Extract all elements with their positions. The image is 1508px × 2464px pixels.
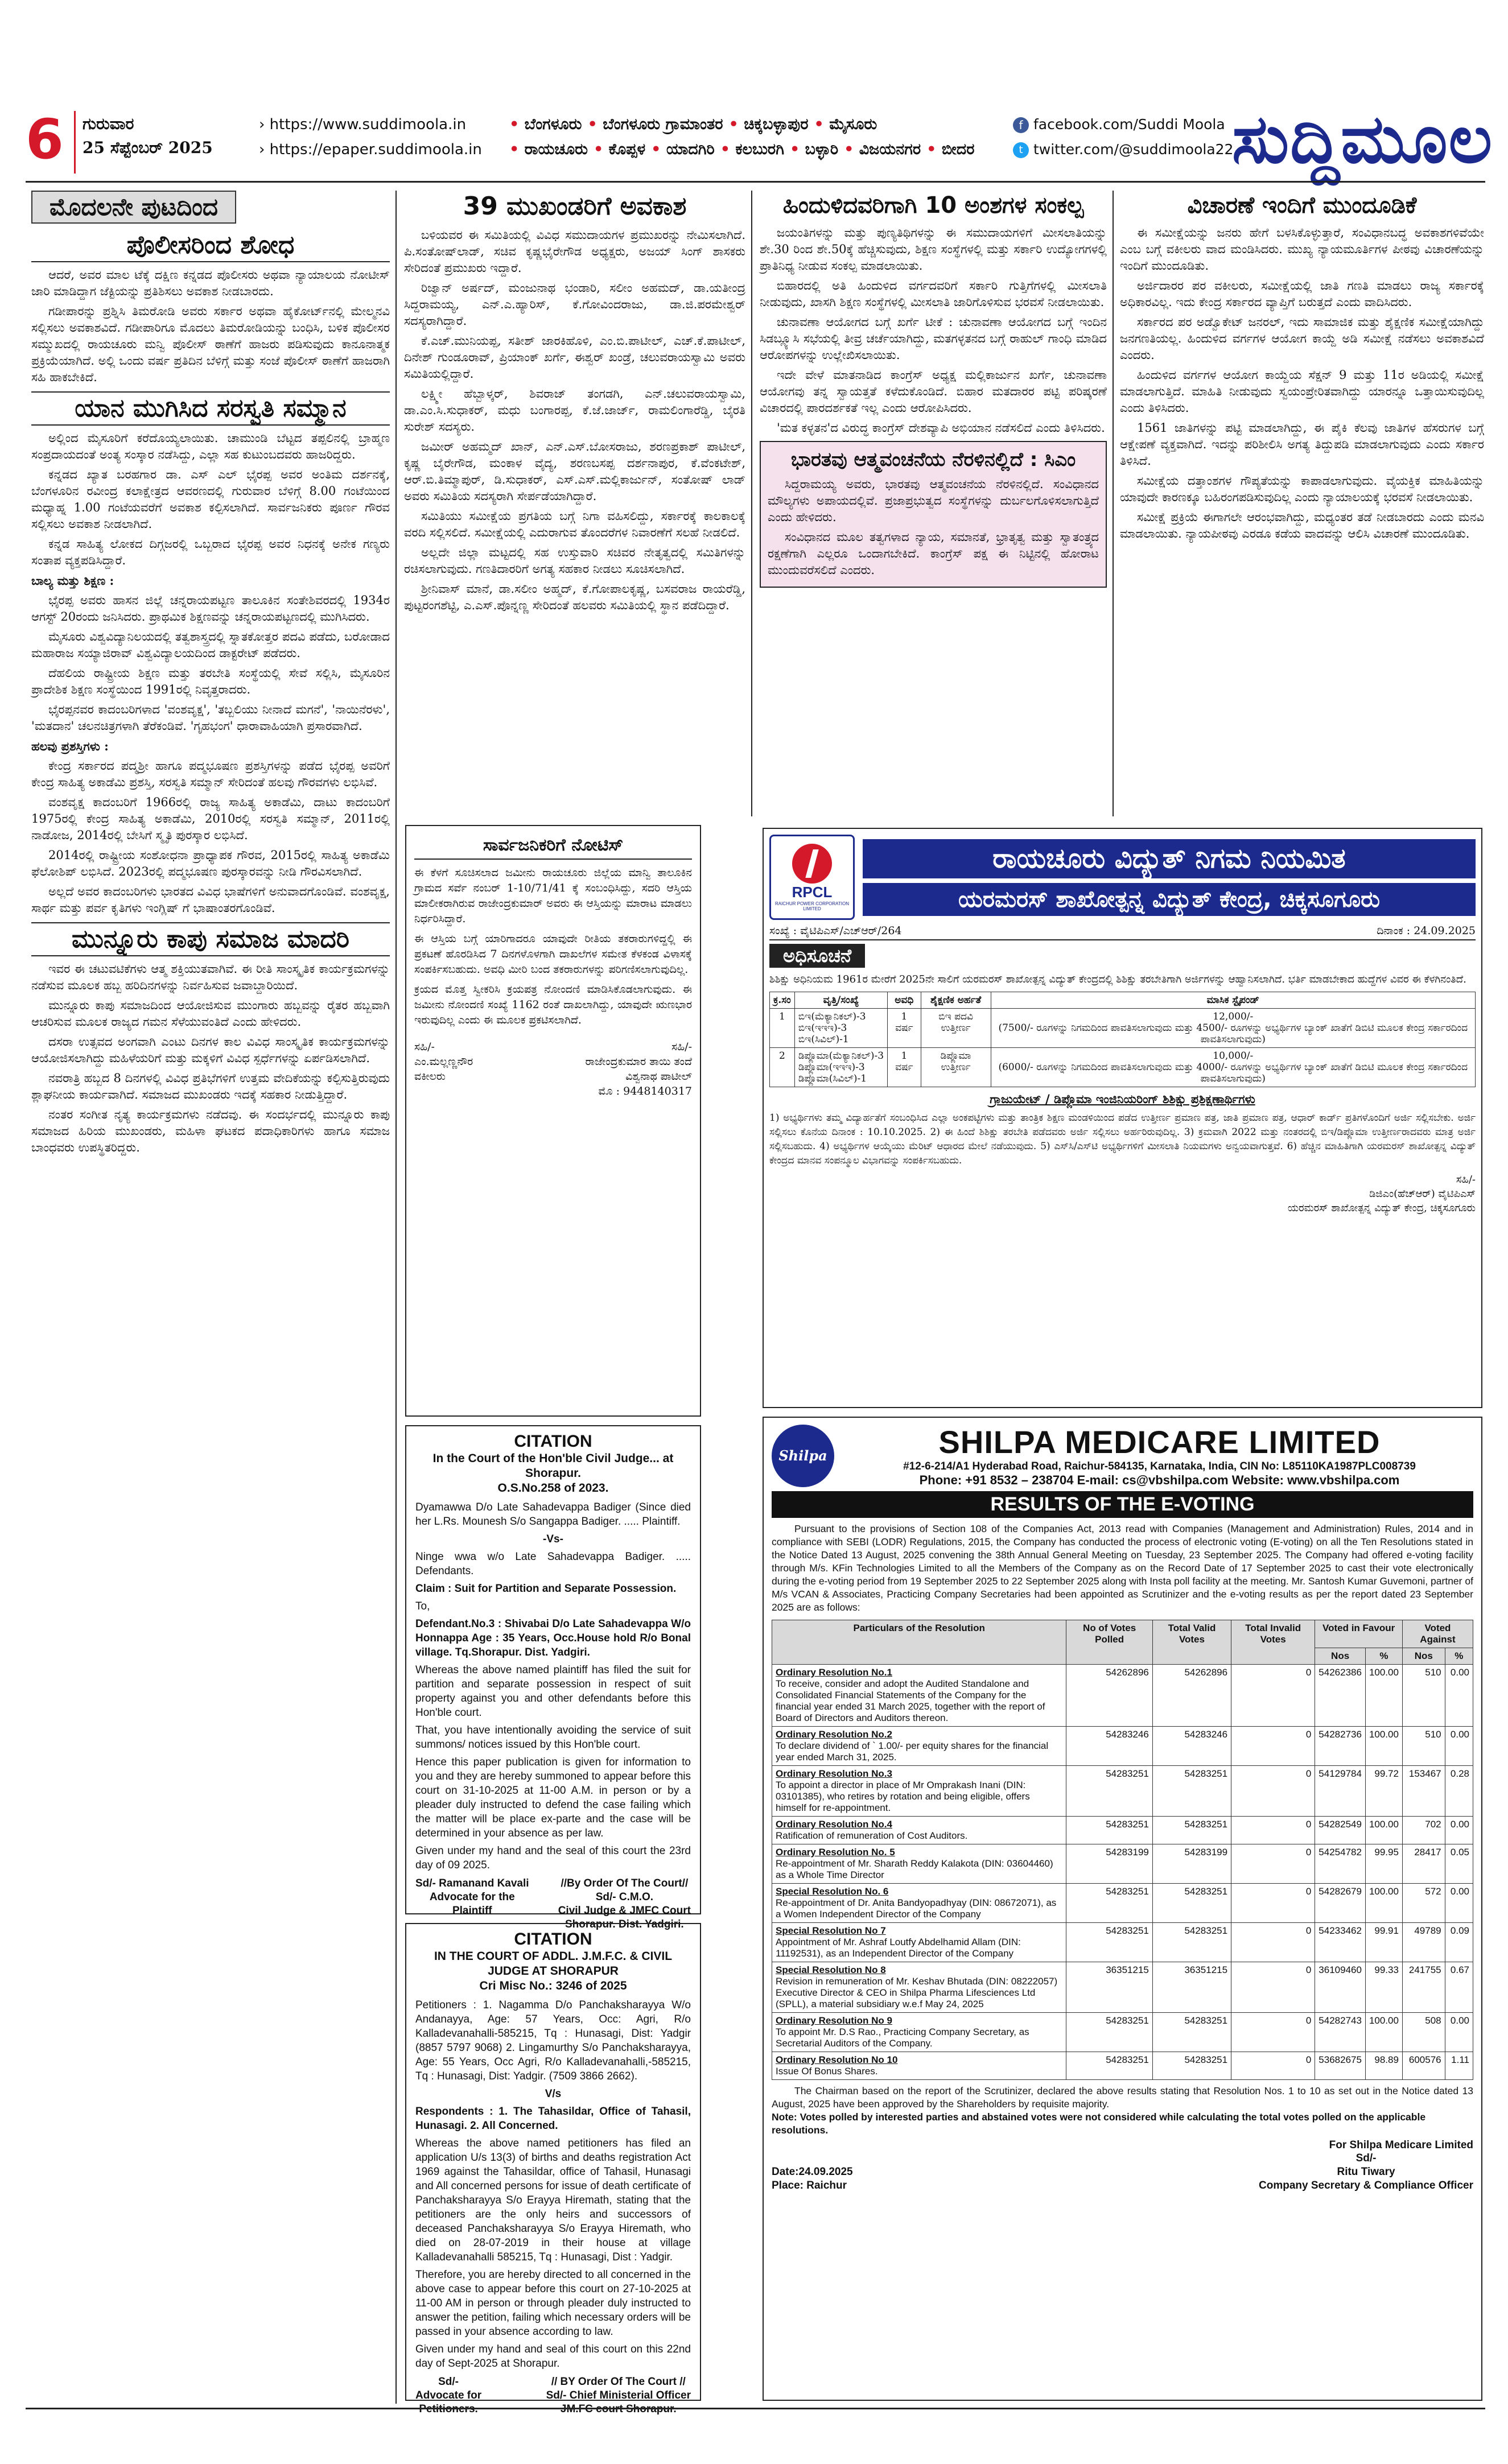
cities-block bbox=[509, 112, 1056, 162]
rpcl-notice bbox=[763, 828, 1482, 1408]
paragraph: ಬಿಹಾರದಲ್ಲಿ ಅತಿ ಹಿಂದುಳಿದ ವರ್ಗದವರಿಗೆ ಸರ್ಕಾರಿ ಗುತ್ತಿಗೆಗಳಲ್ಲಿ ಮೀಸಲಾತಿ ನೀಡುವುದು, ಖಾಸಗಿ ಶಿಕ್ಷಣ ಸಂಸ್ಥೆಗಳಲ್ಲಿ ಮೀಸಲಾತಿ ಜಾರಿಗೊಳಿಸುವ ಭರವಸೆ ನೀಡಲಾಯಿತು. bbox=[760, 279, 1107, 309]
headline-10-points: ಹಿಂದುಳಿದವರಿಗಾಗಿ 10 ಅಂಶಗಳ ಸಂಕಲ್ಪ bbox=[782, 192, 1084, 218]
column-divider bbox=[751, 191, 752, 816]
paragraph: ಕ್ರಯದ ಮೊತ್ತ ಸ್ವೀಕರಿಸಿ ಕ್ರಯಪತ್ರ ನೋಂದಣಿ ಮಾಡಿಸಿಕೊಡಲಾಗುವುದು. ಈ ಜಮೀನು ನೋಂದಣಿ ಸಂಖ್ಯೆ 1162 ರಂತೆ ದಾಖಲಾಗಿದ್ದು, ಯಾವುದೇ ಋಣಭಾರ ಇರುವುದಿಲ್ಲ ಎಂದು ಈ ಮೂಲಕ ಪ್ರಕಟಿಸಲಾಗಿದೆ. bbox=[414, 983, 692, 1026]
story-search-body bbox=[31, 267, 390, 386]
paragraph: ಈ ಕೆಳಗೆ ಸೂಚಿಸಲಾದ ಜಮೀನು ರಾಯಚೂರು ಜಿಲ್ಲೆಯ ಮಾನ್ವಿ ತಾಲೂಕಿನ ಗ್ರಾಮದ ಸರ್ವೆ ನಂಬರ್ 1-10/71/41 ಕ್ಕೆ ಸಂಬಂಧಿಸಿದ್ದು, ಸದರಿ ಆಸ್ತಿಯ ಮಾಲೀಕರಾಗಿರುವ ರಾಜೇಂದ್ರಕುಮಾರ್ ಅವರು ಈ ಆಸ್ತಿಯನ್ನು ಮಾರಾಟ ಮಾಡಲು ನಿರ್ಧರಿಸಿದ್ದಾರೆ. bbox=[414, 866, 692, 925]
facebook-icon: f bbox=[1013, 117, 1029, 133]
cell-polled: 54283246 bbox=[1066, 1727, 1152, 1766]
case-number: Cri Misc No.: 3246 of 2025 bbox=[479, 1979, 627, 1992]
cell-polled: 36351215 bbox=[1066, 1962, 1152, 2013]
paragraph: ಸಂವಿಧಾನದ ಮೂಲ ತತ್ವಗಳಾದ ನ್ಯಾಯ, ಸಮಾನತೆ, ಭ್ರಾತೃತ್ವ ಮತ್ತು ಸ್ವಾತಂತ್ರ್ಯದ ರಕ್ಷಣೆಗಾಗಿ ಎಲ್ಲರೂ ಒಂದಾಗಬೇಕಿದೆ. ಕಾಂಗ್ರೆಸ್ ಪಕ್ಷ ಈ ನಿಟ್ಟಿನಲ್ಲಿ ಹೋರಾಟ ಮುಂದುವರೆಸಲಿದೆ ಎಂದರು. bbox=[768, 530, 1099, 577]
cell-ag: 510 bbox=[1402, 1665, 1445, 1727]
table-row bbox=[772, 2052, 1473, 2080]
cell-favp: 100.00 bbox=[1365, 1817, 1402, 1844]
paragraph: ಅಲ್ಲದೇ ಜಿಲ್ಲಾ ಮಟ್ಟದಲ್ಲಿ ಸಹ ಉಸ್ತುವಾರಿ ಸಚಿವರ ನೇತೃತ್ವದಲ್ಲಿ ಸಮಿತಿಗಳನ್ನು ರಚಿಸಲಾಗುವುದು. ಗಣತಿದಾರರಿಗೆ ಅಗತ್ಯ ಸಹಕಾರ ನೀಡಲು ಸೂಚಿಸಲಾಗಿದೆ. bbox=[404, 546, 745, 576]
cell-valid: 54283251 bbox=[1152, 2052, 1231, 2080]
header-rule bbox=[26, 181, 1485, 183]
paragraph: ಭೈರಪ್ಪನವರ ಕಾದಂಬರಿಗಳಾದ 'ವಂಶವೃಕ್ಷ', 'ತಬ್ಬಲಿಯು ನೀನಾದೆ ಮಗನೆ', 'ನಾಯಿನೆರಳು', 'ಮತದಾನ' ಚಲನಚಿತ್ರಗಳಾಗಿ ತೆರೆಕಂಡಿವೆ. 'ಗೃಹಭಂಗ' ಧಾರಾವಾಹಿಯಾಗಿ ಪ್ರಸಾರವಾಗಿದೆ. bbox=[31, 703, 390, 733]
notice-intro: ಶಿಶಿಕ್ಷು ಅಧಿನಿಯಮ 1961ರ ಮೇರೆಗೆ 2025ನೇ ಸಾಲಿಗೆ ಯರಮರಸ್ ಶಾಖೋತ್ಪನ್ನ ವಿದ್ಯುತ್ ಕೇಂದ್ರದಲ್ಲಿ ಶಿಶಿಕ್ಷು ತರಬೇತಿಗಾಗಿ ಅರ್ಜಿಗಳನ್ನು ಆಹ್ವಾನಿಸಲಾಗಿದೆ. ಭರ್ತಿ ಮಾಡಬೇಕಾದ ಹುದ್ದೆಗಳ ವಿವರ ಈ ಕೆಳಗಿನಂತಿದೆ. bbox=[769, 973, 1466, 985]
table-header: Nos bbox=[1315, 1648, 1366, 1665]
paragraph: ದಸರಾ ಉತ್ಸವದ ಅಂಗವಾಗಿ ಎಂಟು ದಿನಗಳ ಕಾಲ ವಿವಿಧ ಸಾಂಸ್ಕೃತಿಕ ಕಾರ್ಯಕ್ರಮಗಳನ್ನು ಆಯೋಜಿಸಲಾಗಿದ್ದು ಮಹಿಳೆಯರಿಗೆ ಮತ್ತು ಮಕ್ಕಳಿಗೆ ವಿವಿಧ ಸ್ಪರ್ಧೆಗಳನ್ನು ಏರ್ಪಡಿಸಲಾಗಿದೆ. bbox=[31, 1035, 390, 1065]
citation-partition bbox=[405, 1425, 701, 1930]
cell-polled: 54283251 bbox=[1066, 1766, 1152, 1817]
resolution-title: Special Resolution No 7 bbox=[776, 1925, 886, 1936]
table-header: Total Invalid Votes bbox=[1231, 1620, 1315, 1665]
divider bbox=[74, 111, 76, 174]
paragraph: ಇದೇ ವೇಳೆ ಮಾತನಾಡಿದ ಕಾಂಗ್ರೆಸ್ ಅಧ್ಯಕ್ಷ ಮಲ್ಲಿಕಾರ್ಜುನ ಖರ್ಗೆ, ಚುನಾವಣಾ ಆಯೋಗವು ತನ್ನ ಸ್ವಾಯತ್ತತೆ ಕಳೆದುಕೊಂಡಿದೆ. ಬಿಹಾರ ಮತದಾರರ ಪಟ್ಟಿ ಪರಿಷ್ಕರಣೆ ವಿಚಾರದಲ್ಲಿ ಪಾರದರ್ಶಕತೆ ಇಲ್ಲ ಎಂದು ಆರೋಪಿಸಿದರು. bbox=[760, 368, 1107, 415]
cell-favp: 100.00 bbox=[1365, 1665, 1402, 1727]
cell-agp: 0.28 bbox=[1445, 1766, 1473, 1817]
cell-agp: 0.05 bbox=[1445, 1844, 1473, 1884]
bullet: • bbox=[509, 141, 525, 158]
cell-valid: 54262896 bbox=[1152, 1665, 1231, 1727]
plaintiff: Dyamawwa D/o Late Sahadevappa Badiger (Since died her L.Rs. Mounesh S/o Sangappa Badiger. ..... Plaintiff. bbox=[415, 1501, 691, 1528]
cell-agp: 0.00 bbox=[1445, 2013, 1473, 2052]
advocate-signature: ಸಹಿ/- ಎಂ.ಮಲ್ಲಣ್ಣನೌರ ವಕೀಲರು bbox=[414, 1041, 473, 1083]
resolution-description: Appointment of Mr. Ashraf Loutfy Abdelhamid Allam (DIN: 11192531), as an Independent Director of the Company bbox=[776, 1937, 1021, 1959]
cell-favp: 99.91 bbox=[1365, 1923, 1402, 1962]
cell-ag: 510 bbox=[1402, 1727, 1445, 1766]
court-name: In the Court of the Hon'ble Civil Judge... at Shorapur. bbox=[432, 1452, 674, 1480]
cell-agp: 0.00 bbox=[1445, 1727, 1473, 1766]
table-header: No of Votes Polled bbox=[1066, 1620, 1152, 1665]
date-block bbox=[83, 112, 213, 160]
resolution-description: Issue Of Bonus Shares. bbox=[776, 2066, 878, 2077]
cell-ag: 241755 bbox=[1402, 1962, 1445, 2013]
cell-ag: 702 bbox=[1402, 1817, 1445, 1844]
subheading: ಬಾಲ್ಯ ಮತ್ತು ಶಿಕ್ಷಣ : bbox=[31, 573, 114, 588]
headline-cm: ಭಾರತವು ಆತ್ಮವಂಚನೆಯ ನೆರಳಿನಲ್ಲಿದೆ : ಸಿಎಂ bbox=[790, 448, 1076, 471]
headline-hearing: ವಿಚಾರಣೆ ಇಂದಿಗೆ ಮುಂದೂಡಿಕೆ bbox=[1187, 192, 1417, 218]
cell-agp: 0.00 bbox=[1445, 1665, 1473, 1727]
city-link[interactable]: ಕೊಪ್ಪಳ bbox=[608, 141, 646, 158]
bullet: • bbox=[593, 141, 609, 158]
city-link[interactable]: ಬೀದರ bbox=[941, 141, 975, 158]
paragraph: ಕನ್ನಡ ಸಾಹಿತ್ಯ ಲೋಕದ ದಿಗ್ಗಜರಲ್ಲಿ ಒಬ್ಬರಾದ ಭೈರಪ್ಪ ಅವರ ನಿಧನಕ್ಕೆ ಅನೇಕ ಗಣ್ಯರು ಸಂತಾಪ ವ್ಯಕ್ತಪಡಿಸಿದ್ದಾರೆ. bbox=[31, 537, 390, 567]
resolution-title: Special Resolution No 8 bbox=[776, 1964, 886, 1975]
cell-ag: 508 bbox=[1402, 2013, 1445, 2052]
paragraph: 2014ರಲ್ಲಿ ರಾಷ್ಟ್ರೀಯ ಸಂಶೋಧನಾ ಪ್ರಾಧ್ಯಾಪಕ ಗೌರವ, 2015ರಲ್ಲಿ ಸಾಹಿತ್ಯ ಅಕಾಡೆಮಿ ಫೆಲೋಶಿಪ್ ಲಭಿಸಿದೆ. 2023ರಲ್ಲಿ ಪದ್ಮಭೂಷಣ ಪುರಸ್ಕಾರವನ್ನು ನೀಡಿ ಗೌರವಿಸಲಾಗಿದೆ. bbox=[31, 848, 390, 878]
for-company: For Shilpa Medicare Limited bbox=[1329, 2139, 1473, 2151]
headline-search: ಪೊಲೀಸರಿಂದ ಶೋಧ bbox=[31, 229, 390, 262]
headline-39-leaders: 39 ಮುಖಂಡರಿಗೆ ಅವಕಾಶ bbox=[463, 192, 687, 221]
cell-fav: 54262386 bbox=[1315, 1665, 1366, 1727]
resolution-title: Ordinary Resolution No.1 bbox=[776, 1667, 892, 1678]
paragraph: ಸಮೀಕ್ಷೆಯ ದತ್ತಾಂಶಗಳ ಗೌಪ್ಯತೆಯನ್ನು ಕಾಪಾಡಲಾಗುವುದು. ವೈಯಕ್ತಿಕ ಮಾಹಿತಿಯನ್ನು ಯಾವುದೇ ಕಾರಣಕ್ಕೂ ಬಹಿರಂಗಪಡಿಸುವುದಿಲ್ಲ ಎಂದು ನ್ಯಾಯಾಲಯಕ್ಕೆ ಭರವಸೆ ನೀಡಲಾಯಿತು. bbox=[1120, 474, 1484, 504]
story-kapu-body bbox=[31, 961, 390, 1156]
resolution-description: Re-appointment of Mr. Sharath Reddy Kalakota (DIN: 03604460) as a Whole Time Director bbox=[776, 1858, 1053, 1880]
citation-title: CITATION bbox=[514, 1432, 592, 1451]
city-link[interactable]: ಯಾದಗಿರಿ bbox=[666, 141, 715, 158]
city-link[interactable]: ಬಳ್ಳಾರಿ bbox=[805, 141, 839, 158]
headline-kapu-samaja: ಮುನ್ನೂರು ಕಾಪು ಸಮಾಜ ಮಾದರಿ bbox=[31, 922, 390, 956]
paragraph: ನಂತರ ಸಂಗೀತ ನೃತ್ಯ ಕಾರ್ಯಕ್ರಮಗಳು ನಡೆದವು. ಈ ಸಂದರ್ಭದಲ್ಲಿ ಮುನ್ನೂರು ಕಾಪು ಸಮಾಜದ ಹಿರಿಯ ಮುಖಂಡರು, ಮಹಿಳಾ ಘಟಕದ ಪದಾಧಿಕಾರಿಗಳು ಹಾಗೂ ಸಮಾಜ ಬಾಂಧವರು ಉಪಸ್ಥಿತರಿದ್ದರು. bbox=[31, 1108, 390, 1154]
story-10-points-body bbox=[760, 225, 1107, 436]
place: Place: Raichur bbox=[772, 2180, 847, 2191]
cell-polled: 54283251 bbox=[1066, 1923, 1152, 1962]
table-row bbox=[772, 1884, 1473, 1923]
versus: V/s bbox=[545, 2088, 562, 2100]
resolution-title: Ordinary Resolution No.4 bbox=[776, 1819, 892, 1830]
chevron-right-icon: › bbox=[259, 141, 265, 158]
company-signature: Sd/- Ritu Tiwary Company Secretary & Compliance Officer bbox=[1259, 2152, 1473, 2191]
paragraph: ಮೈಸೂರು ವಿಶ್ವವಿದ್ಯಾನಿಲಯದಲ್ಲಿ ತತ್ವಶಾಸ್ತ್ರದಲ್ಲಿ ಸ್ನಾತಕೋತ್ತರ ಪದವಿ ಪಡೆದು, ಬರೋಡಾದ ಮಹಾರಾಜ ಸಯ್ಯಾಜಿರಾವ್ ವಿಶ್ವವಿದ್ಯಾಲಯದಿಂದ ಡಾಕ್ಟರೇಟ್ ಪಡೆದರು. bbox=[31, 630, 390, 660]
cell-valid: 36351215 bbox=[1152, 1962, 1231, 2013]
cell-invalid: 0 bbox=[1231, 2013, 1315, 2052]
notice-signature: ಸಹಿ/- ಡಿಜಿಎಂ(ಹೆಚ್ಆರ್) ವೈಟಿಪಿಎಸ್ ಯರಮರಸ್ ಶಾಖೋತ್ಪನ್ನ ವಿದ್ಯುತ್ ಕೇಂದ್ರ, ಚಿಕ್ಕಸೂಗೂರು bbox=[1287, 1174, 1476, 1214]
city-link[interactable]: ಬೆಂಗಳೂರು ಗ್ರಾಮಾಂತರ bbox=[603, 115, 723, 133]
city-link[interactable]: ಚಿಕ್ಕಬಳ್ಳಾಪುರ bbox=[744, 115, 809, 133]
cell-valid: 54283199 bbox=[1152, 1844, 1231, 1884]
cell-invalid: 0 bbox=[1231, 1962, 1315, 2013]
chevron-right-icon: › bbox=[259, 116, 265, 133]
table-header: Particulars of the Resolution bbox=[772, 1620, 1066, 1665]
paragraph: ಇವರ ಈ ಚಟುವಟಿಕೆಗಳು ಆತ್ಮ ಶಕ್ತಿಯುತವಾಗಿವೆ. ಈ ರೀತಿ ಸಾಂಸ್ಕೃತಿಕ ಕಾರ್ಯಕ್ರಮಗಳನ್ನು ನಡೆಸುವ ಮೂಲಕ ಹಬ್ಬ ಹರಿದಿನಗಳನ್ನು ನಿರ್ವಹಿಸುವ ಜವಾಬ್ದಾರಿಯಿದೆ. bbox=[31, 962, 390, 992]
paragraph: 'ಮತ ಕಳ್ಳತನ'ದ ವಿರುದ್ಧ ಕಾಂಗ್ರೆಸ್ ದೇಶವ್ಯಾಪಿ ಅಭಿಯಾನ ನಡೆಸಲಿದೆ ಎಂದು ತಿಳಿಸಿದರು. bbox=[777, 421, 1105, 435]
cell-polled: 54283199 bbox=[1066, 1844, 1152, 1884]
cell-valid: 54283246 bbox=[1152, 1727, 1231, 1766]
paragraph: ಮುನ್ನೂರು ಕಾಪು ಸಮಾಜದಿಂದ ಆಯೋಜಿಸುವ ಮುಂಗಾರು ಹಬ್ಬವನ್ನು ರೈತರ ಹಬ್ಬವಾಗಿ ಆಚರಿಸುವ ಮೂಲಕ ರಾಜ್ಯದ ಗಮನ ಸೆಳೆಯುವಂತಿದೆ ಎಂದು ಹೇಳಿದರು. bbox=[31, 998, 390, 1029]
cell-polled: 54283251 bbox=[1066, 1817, 1152, 1844]
paragraph: ಅಲ್ಲದೆ ಅವರ ಕಾದಂಬರಿಗಳು ಭಾರತದ ವಿವಿಧ ಭಾಷೆಗಳಿಗೆ ಅನುವಾದಗೊಂಡಿವೆ. ವಂಶವೃಕ್ಷ, ಸಾರ್ಥ ಮತ್ತು ಪರ್ವ ಕೃತಿಗಳು ಇಂಗ್ಲಿಷ್ ಗೆ ಭಾಷಾಂತರಗೊಂಡಿವೆ. bbox=[31, 885, 390, 915]
website-link[interactable]: https://www.suddimoola.in bbox=[269, 116, 467, 133]
cell-ag: 28417 bbox=[1402, 1844, 1445, 1884]
paragraph: ದೆಹಲಿಯ ರಾಷ್ಟ್ರೀಯ ಶಿಕ್ಷಣ ಮತ್ತು ತರಬೇತಿ ಸಂಸ್ಥೆಯಲ್ಲಿ ಸೇವೆ ಸಲ್ಲಿಸಿ, ಮೈಸೂರಿನ ಪ್ರಾದೇಶಿಕ ಶಿಕ್ಷಣ ಸಂಸ್ಥೆಯಿಂದ 1991ರಲ್ಲಿ ನಿವೃತ್ತರಾದರು. bbox=[31, 666, 390, 696]
cell-valid: 54283251 bbox=[1152, 1817, 1231, 1844]
story-hearing-body bbox=[1120, 225, 1484, 542]
paragraph: ಸಮೀಕ್ಷೆ ಪ್ರಕ್ರಿಯೆ ಈಗಾಗಲೇ ಆರಂಭವಾಗಿದ್ದು, ಮಧ್ಯಂತರ ತಡೆ ನೀಡಬಾರದು ಎಂದು ಮನವಿ ಮಾಡಲಾಯಿತು. ನ್ಯಾಯಪೀಠವು ಎರಡೂ ಕಡೆಯ ವಾದವನ್ನು ಆಲಿಸಿ ವಿಚಾರಣೆ ಮುಂದೂಡಿತು. bbox=[1120, 510, 1484, 540]
rpcl-subtitle: ಯರಮರಸ್ ಶಾಖೋತ್ಪನ್ನ ವಿದ್ಯುತ್ ಕೇಂದ್ರ, ಚಿಕ್ಕಸೂಗೂರು bbox=[863, 883, 1476, 916]
versus: -Vs- bbox=[543, 1533, 563, 1545]
cell-fav: 54129784 bbox=[1315, 1766, 1366, 1817]
resolution-title: Ordinary Resolution No 10 bbox=[776, 2054, 898, 2065]
page-number: 6 bbox=[26, 108, 64, 171]
resolution-description: Revision in remuneration of Mr. Keshav Bhutada (DIN: 08222057) Executive Director & CEO in Shilpa Pharma Lifesciences Ltd (SPLL), a material subsidiary w.e.f May 24, 2025 bbox=[776, 1976, 1058, 2009]
paragraph: Hence this paper publication is given for information to you and they are hereby summoned to appear before this court on 31-10-2025 at 11-00 A.M. in person or by a pleader duly instructed to defend the case failing which the matter will be place ex-parte and the case will be determined in your absence as per law. bbox=[415, 1756, 691, 1839]
cell-invalid: 0 bbox=[1231, 1665, 1315, 1727]
story-saraswati-body bbox=[31, 430, 390, 917]
shilpa-logo: Shilpa bbox=[772, 1425, 834, 1487]
twitter-link[interactable]: twitter.com/@suddimoola22 bbox=[1033, 141, 1234, 158]
bullet: • bbox=[844, 141, 859, 158]
column-3 bbox=[760, 191, 1107, 588]
paragraph: ಸಮಿತಿಯು ಸಮೀಕ್ಷೆಯ ಪ್ರಗತಿಯ ಬಗ್ಗೆ ನಿಗಾ ವಹಿಸಲಿದ್ದು, ಸರ್ಕಾರಕ್ಕೆ ಕಾಲಕಾಲಕ್ಕೆ ವರದಿ ಸಲ್ಲಿಸಲಿದೆ. ಸಮೀಕ್ಷೆಯಲ್ಲಿ ಎದುರಾಗುವ ತೊಂದರೆಗಳ ನಿವಾರಣೆಗೆ ಸಲಹೆ ನೀಡಲಿದೆ. bbox=[404, 509, 745, 539]
cell-polled: 54283251 bbox=[1066, 2052, 1152, 2080]
masthead-logo: ಸುದ್ದಿಮೂಲ bbox=[1232, 100, 1494, 178]
table-row bbox=[772, 1817, 1473, 1844]
case-number: O.S.No.258 of 2023. bbox=[497, 1481, 609, 1495]
cell-invalid: 0 bbox=[1231, 1766, 1315, 1817]
table-header: Voted in Favour bbox=[1315, 1620, 1403, 1648]
cell-agp: 0.00 bbox=[1445, 1884, 1473, 1923]
cell-favp: 99.33 bbox=[1365, 1962, 1402, 2013]
company-contact: Phone: +91 8532 – 238704 E-mail: cs@vbshilpa.com Website: www.vbshilpa.com bbox=[919, 1473, 1400, 1487]
cell-agp: 1.11 bbox=[1445, 2052, 1473, 2080]
cell-invalid: 0 bbox=[1231, 2052, 1315, 2080]
cell-polled: 54283251 bbox=[1066, 2013, 1152, 2052]
cell-valid: 54283251 bbox=[1152, 1923, 1231, 1962]
petitioners: Petitioners : 1. Nagamma D/o Panchaksharayya W/o Andanayya, Age: 57 Years, Occ: Agri, R/o Kalladevanahalli-585215, Tq : Hunasagi, Dist: Yadgir (8857 5797 9068) 2. Lingamurthy S/o Panchaksharayya, Age: 55 Years, Occ Agri, R/o Kalladevanahalli,-585215, Tq : Hunasagi, Dist: Yadgir. (7509 3866 2662). bbox=[415, 1999, 691, 2082]
bullet: • bbox=[728, 115, 744, 133]
footer-rule bbox=[26, 2408, 1485, 2409]
paragraph: ಗಡೀಪಾರನ್ನು ಪ್ರಶ್ನಿಸಿ ತಿಮರೋಡಿ ಅವರು ಸರ್ಕಾರ ಅಥವಾ ಹೈಕೋರ್ಟ್‌ನಲ್ಲಿ ಮೇಲ್ಮನವಿ ಸಲ್ಲಿಸಲು ಅವಕಾಶವಿದೆ. ಗಡೀಪಾರಿಗೂ ಮೊದಲು ತಿಮರೋಡಿಯನ್ನು ಬಂಧಿಸಿ, ಬಳಿಕ ಪೊಲೀಸರ ಸಮ್ಮುಖದಲ್ಲಿ ರಾಯಚೂರು ಮನ್ವಿ ಪೊಲೀಸ್ ಠಾಣೆಗೆ ಹಾಜರು ಪಡಿಸುವುದು ಕಾನೂನಾತ್ಮಕ ಪ್ರಕ್ರಿಯೆಯಾಗಿದೆ. ಅಲ್ಲಿ ಒಂದು ವರ್ಷ ಪ್ರತಿದಿನ ಬೆಳಿಗ್ಗೆ ಮತ್ತು ಸಂಜೆ ಪೊಲೀಸ್ ಠಾಣೆಗೆ ಹಾಜರಾಗಿ ಸಹಿ ಹಾಕಬೇಕಿದೆ. bbox=[31, 304, 390, 384]
epaper-link[interactable]: https://epaper.suddimoola.in bbox=[269, 141, 482, 158]
resolution-title: Ordinary Resolution No 9 bbox=[776, 2015, 892, 2026]
cell-fav: 54254782 bbox=[1315, 1844, 1366, 1884]
cell-valid: 54283251 bbox=[1152, 1884, 1231, 1923]
cell-fav: 53682675 bbox=[1315, 2052, 1366, 2080]
city-link[interactable]: ಬೆಂಗಳೂರು bbox=[524, 115, 582, 133]
paragraph: ಅರ್ಜಿದಾರರ ಪರ ವಕೀಲರು, ಸಮೀಕ್ಷೆಯಲ್ಲಿ ಜಾತಿ ಗಣತಿ ಮಾಡಲು ರಾಜ್ಯ ಸರ್ಕಾರಕ್ಕೆ ಅಧಿಕಾರವಿಲ್ಲ. ಇದು ಕೇಂದ್ರ ಸರ್ಕಾರದ ವ್ಯಾಪ್ತಿಗೆ ಬರುತ್ತದೆ ಎಂದು ವಾದಿಸಿದರು. bbox=[1120, 279, 1484, 309]
paragraph: Therefore, you are hereby directed to all concerned in the above case to appear before this court on 27-10-2025 at 11-00 AM in person or through pleader duly instructed to answer the petition, failing which necessary orders will be passed in your absence according to law. bbox=[415, 2269, 691, 2338]
cell-polled: 54262896 bbox=[1066, 1665, 1152, 1727]
advocate-signature: Sd/- Advocate for bbox=[415, 2376, 482, 2401]
court-signature: // BY Order Of The Court // Sd/- Chief Ministerial Officer bbox=[546, 2376, 691, 2401]
table-row: 2 ಡಿಪ್ಲೊಮಾ(ಮೆಕ್ಯಾನಿಕಲ್)-3 ಡಿಪ್ಲೊಮಾ(ಇಇಇ)-3 ಡಿಪ್ಲೊಮಾ(ಸಿವಿಲ್)-1 1 ವರ್ಷ ಡಿಪ್ಲೊಮಾ ಉತ್ತೀರ್ಣ 10,000/- (6000/- ರೂಗಳನ್ನು ನಿಗಮದಿಂದ ಪಾವತಿಸಲಾಗುವುದು ಮತ್ತು 4000/- ರೂಗಳನ್ನು ಅಭ್ಯರ್ಥಿಗಳ ಬ್ಯಾಂಕ್ ಖಾತೆಗೆ ಡಿಬಿಟಿ ಮೂಲಕ ಕೇಂದ್ರ ಸರ್ಕಾರದಿಂದ ಪಾವತಿಸಲಾಗುವುದು) bbox=[770, 1048, 1476, 1087]
notice-subheading: ಗ್ರಾಜುಯೇಟ್ / ಡಿಪ್ಲೊಮಾ ಇಂಜಿನಿಯರಿಂಗ್ ಶಿಶಿಕ್ಷು ಪ್ರಶಿಕ್ಷಣಾರ್ಥಿಗಳು bbox=[990, 1092, 1255, 1106]
weekday: ಗುರುವಾರ bbox=[83, 114, 134, 133]
paragraph: ರಿಜ್ವಾನ್ ಅರ್ಷದ್, ಮಂಜುನಾಥ ಭಂಡಾರಿ, ಸಲೀಂ ಅಹಮದ್, ಡಾ.ಯತೀಂದ್ರ ಸಿದ್ದರಾಮಯ್ಯ, ಎನ್.ಎ.ಹ್ಯಾರಿಸ್, ಕೆ.ಗೋವಿಂದರಾಜು, ಡಾ.ಜಿ.ಪರಮೇಶ್ವರ್ ಸದಸ್ಯರಾಗಿದ್ದಾರೆ. bbox=[404, 281, 745, 328]
column-1 bbox=[31, 191, 390, 1159]
social-block bbox=[1013, 112, 1233, 162]
paragraph: ನವರಾತ್ರಿ ಹಬ್ಬದ 8 ದಿನಗಳಲ್ಲಿ ವಿವಿಧ ಪ್ರತಿಭೆಗಳಿಗೆ ಉತ್ತಮ ವೇದಿಕೆಯನ್ನು ಕಲ್ಪಿಸುತ್ತಿರುವುದು ಶ್ಲಾಘನೀಯ ಕಾರ್ಯವಾಗಿದೆ. ಸಮಾಜದ ಮುಖಂಡರು ಇದಕ್ಕೆ ಸಹಕಾರ ನೀಡುತ್ತಿದ್ದಾರೆ. bbox=[31, 1071, 390, 1101]
cm-box bbox=[760, 441, 1107, 588]
table-row bbox=[772, 1766, 1473, 1817]
cell-fav: 54282679 bbox=[1315, 1884, 1366, 1923]
cell-invalid: 0 bbox=[1231, 1923, 1315, 1962]
bullet: • bbox=[587, 115, 603, 133]
url-block bbox=[259, 112, 482, 162]
column-2 bbox=[404, 191, 745, 617]
cell-fav: 54282549 bbox=[1315, 1817, 1366, 1844]
table-header: ವೃತ್ತಿ/ಸಂಖ್ಯೆ bbox=[794, 992, 887, 1009]
rpcl-logo: RPCL RAICHUR POWER CORPORATION LIMITED bbox=[769, 835, 855, 920]
paragraph: ಚುನಾವಣಾ ಆಯೋಗದ ಬಗ್ಗೆ ಖರ್ಗೆ ಟೀಕೆ : ಚುನಾವಣಾ ಆಯೋಗದ ಬಗ್ಗೆ ಇಂದಿನ ಸಿಡಬ್ಲ್ಯೂಸಿ ಸಭೆಯಲ್ಲಿ ತೀವ್ರ ಚರ್ಚೆಯಾಗಿದ್ದು, ಮತಗಳ್ಳತನದ ಬಗ್ಗೆ ರಾಹುಲ್ ಗಾಂಧಿ ಮಾಡಿದ ಆರೋಪಗಳನ್ನು ಉಲ್ಲೇಖಿಸಲಾಯಿತು. bbox=[760, 315, 1107, 362]
twitter-icon: t bbox=[1013, 142, 1029, 158]
story-39-leaders-body bbox=[404, 227, 745, 614]
court-name: IN THE COURT OF ADDL. J.M.F.C. & CIVIL JUDGE AT SHORAPUR bbox=[434, 1950, 673, 1978]
table-header: ಶೈಕ್ಷಣಿಕ ಅರ್ಹತೆ bbox=[921, 992, 991, 1009]
paragraph: ಹಿಂದುಳಿದ ವರ್ಗಗಳ ಆಯೋಗ ಕಾಯ್ದೆಯ ಸೆಕ್ಷನ್ 9 ಮತ್ತು 11ರ ಅಡಿಯಲ್ಲಿ ಸಮೀಕ್ಷೆ ಮಾಡಲಾಗುತ್ತಿದೆ. ಮಾಹಿತಿ ನೀಡುವುದು ಸ್ವಯಂಪ್ರೇರಿತವಾಗಿದ್ದು ಯಾರನ್ನೂ ಒತ್ತಾಯಿಸುವುದಿಲ್ಲ ಎಂದು ತಿಳಿಸಿದರು. bbox=[1120, 368, 1484, 415]
headline-saraswati: ಯಾನ ಮುಗಿಸಿದ ಸರಸ್ವತಿ ಸಮ್ಮಾನ bbox=[31, 391, 390, 426]
date: Date:24.09.2025 bbox=[772, 2166, 853, 2178]
table-row bbox=[772, 1844, 1473, 1884]
section-tag: ಮೊದಲನೇ ಪುಟದಿಂದ bbox=[31, 191, 236, 224]
cell-invalid: 0 bbox=[1231, 1817, 1315, 1844]
cell-ag: 153467 bbox=[1402, 1766, 1445, 1817]
cell-favp: 98.89 bbox=[1365, 2052, 1402, 2080]
results-note: Note: Votes polled by interested parties and abstained votes were not considered while calculating the total votes polled on the applicable resolutions. bbox=[772, 2111, 1426, 2136]
cell-favp: 99.72 bbox=[1365, 1766, 1402, 1817]
paragraph: Whereas the above named plaintiff has filed the suit for partition and separate possession in respect of suit property against you and other defendants before this Hon'ble court. bbox=[415, 1664, 691, 1719]
cell-fav: 36109460 bbox=[1315, 1962, 1366, 2013]
results-title: RESULTS OF THE E-VOTING bbox=[772, 1491, 1473, 1518]
court-signature: //By Order Of The Court// Sd/- C.M.O. Civil Judge & JMFC Court Shorapur. Dist. Yadgiri. bbox=[558, 1877, 691, 1930]
table-row: 1 ಬಿಇ(ಮೆಕ್ಯಾನಿಕಲ್)-3 ಬಿಇ(ಇಇಇ)-3 ಬಿಇ(ಸಿವಿಲ್)-1 1 ವರ್ಷ ಬಿಇ ಪದವಿ ಉತ್ತೀರ್ಣ 12,000/- (7500/- ರೂಗಳನ್ನು ನಿಗಮದಿಂದ ಪಾವತಿಸಲಾಗುವುದು ಮತ್ತು 4500/- ರೂಗಳನ್ನು ಅಭ್ಯರ್ಥಿಗಳ ಬ್ಯಾಂಕ್ ಖಾತೆಗೆ ಡಿಬಿಟಿ ಮೂಲಕ ಕೇಂದ್ರ ಸರ್ಕಾರದಿಂದ ಪಾವತಿಸಲಾಗುವುದು) bbox=[770, 1009, 1476, 1048]
paragraph: ಸಿದ್ದರಾಮಯ್ಯ ಅವರು, ಭಾರತವು ಆತ್ಮವಂಚನೆಯ ನೆರಳಿನಲ್ಲಿದೆ. ಸಂವಿಧಾನದ ಮೌಲ್ಯಗಳು ಅಪಾಯದಲ್ಲಿವೆ. ಪ್ರಜಾಪ್ರಭುತ್ವದ ಸಂಸ್ಥೆಗಳನ್ನು ದುರ್ಬಲಗೊಳಿಸಲಾಗುತ್ತಿದೆ ಎಂದು ಹೇಳಿದರು. bbox=[768, 477, 1099, 524]
paragraph: ಭೈರಪ್ಪ ಅವರು ಹಾಸನ ಜಿಲ್ಲೆ ಚನ್ನರಾಯಪಟ್ಟಣ ತಾಲೂಕಿನ ಸಂತೇಶಿವರದಲ್ಲಿ 1934ರ ಆಗಸ್ಟ್ 20ರಂದು ಜನಿಸಿದರು. ಪ್ರಾಥಮಿಕ ಶಿಕ್ಷಣವನ್ನು ಚನ್ನರಾಯಪಟ್ಟಣದಲ್ಲಿ ಮುಗಿಸಿದರು. bbox=[31, 593, 390, 624]
column-divider bbox=[1113, 191, 1114, 816]
paragraph: That, you have intentionally avoiding the service of suit summons/ notices issued by this Hon'ble court. bbox=[415, 1724, 691, 1751]
cell-invalid: 0 bbox=[1231, 1884, 1315, 1923]
resolution-description: To declare dividend of ` 1.00/- per equity shares for the financial year ended March 31, 2025. bbox=[776, 1740, 1049, 1763]
paragraph: ಅಲ್ಲಿಂದ ಮೈಸೂರಿಗೆ ಕರೆದೊಯ್ಯಲಾಯಿತು. ಚಾಮುಂಡಿ ಬೆಟ್ಟದ ತಪ್ಪಲಿನಲ್ಲಿ ಬ್ರಾಹ್ಮಣ ಸಂಪ್ರದಾಯದಂತೆ ಅಂತ್ಯ ಸಂಸ್ಕಾರ ನಡೆಸಿದ್ದು, ಎಲ್ಲಾ ಸಹ ಕುಟುಂಬದವರು ಹಾಜರಿದ್ದರು. bbox=[31, 431, 390, 461]
city-link[interactable]: ರಾಯಚೂರು bbox=[524, 141, 588, 158]
resolution-description: Ratification of remuneration of Cost Auditors. bbox=[776, 1830, 968, 1841]
cell-fav: 54282736 bbox=[1315, 1727, 1366, 1766]
resolution-description: To appoint a director in place of Mr Omprakash Inani (DIN: 03101385), who retires by rotation and being eligible, offers himself for re-appointment. bbox=[776, 1780, 1030, 1813]
cities-row-1 bbox=[509, 112, 1056, 137]
table-header: ಮಾಸಿಕ ಸ್ಟೈಪಂಡ್ bbox=[991, 992, 1475, 1009]
defendant-3: Defendant.No.3 : Shivabai D/o Late Sahadevappa W/o Honnappa Age : 35 Years, Occ.House hold R/o Bonal village. Tq.Shorapur. Dist. Yadgiri. bbox=[415, 1618, 691, 1658]
citation-title: CITATION bbox=[514, 1930, 592, 1949]
city-link[interactable]: ಕಲಬುರಗಿ bbox=[735, 141, 784, 158]
paragraph: ಬಳಿಯವರ ಈ ಸಮಿತಿಯಲ್ಲಿ ವಿವಿಧ ಸಮುದಾಯಗಳ ಪ್ರಮುಖರನ್ನು ನೇಮಿಸಲಾಗಿದೆ. ಪಿ.ಸಂತೋಷ್‌ಲಾಡ್, ಸಚಿವ ಕೃಷ್ಣಭೈರೇಗೌಡ ಅಧ್ಯಕ್ಷರು, ಅಜಯ್ ಸಿಂಗ್ ಶಾಸಕರು ಸೇರಿದಂತೆ ಪ್ರಮುಖರು ಇದ್ದಾರೆ. bbox=[404, 228, 745, 275]
cell-ag: 572 bbox=[1402, 1884, 1445, 1923]
resolution-title: Ordinary Resolution No. 5 bbox=[776, 1847, 895, 1858]
resolution-title: Special Resolution No. 6 bbox=[776, 1886, 889, 1897]
paragraph: Whereas the above named petitioners has filed an application U/s 13(3) of births and deaths registration Act 1969 against the Tahasildar, office of Tahasil, Hunasagi and All concerned persons for issue of death certificate of Panchaksharayya S/o Erayya Hiremath, stating that the petitioners are the only heirs and successors of deceased Panchaksharayya S/o Erayya Hiremath, who died on 28-07-2019 in their house at village Kalladevanahalli 585215, Tq : Hunasagi, Dist : Yadgir. bbox=[415, 2137, 691, 2263]
cell-fav: 54233462 bbox=[1315, 1923, 1366, 1962]
cell-polled: 54283251 bbox=[1066, 1884, 1152, 1923]
city-link[interactable]: ಮೈಸೂರು bbox=[829, 115, 877, 133]
paragraph: ಶ್ರೀನಿವಾಸ್ ಮಾನೆ, ಡಾ.ಸಲೀಂ ಅಹ್ಮದ್, ಕೆ.ಗೋಪಾಲಕೃಷ್ಣ, ಬಸವರಾಜ ರಾಯರೆಡ್ಡಿ, ಪುಟ್ಟರಂಗಶೆಟ್ಟಿ, ಎ.ಎಸ್.ಪೊನ್ನಣ್ಣ ಸೇರಿದಂತೆ ಹಲವರು ಸಮಿತಿಯಲ್ಲಿ ಸ್ಥಾನ ಪಡೆದಿದ್ದಾರೆ. bbox=[404, 582, 745, 612]
table-row bbox=[772, 1962, 1473, 2013]
bullet: • bbox=[814, 115, 830, 133]
table-header: Nos bbox=[1402, 1648, 1445, 1665]
date: 25 ಸೆಪ್ಟೆಂಬರ್ 2025 bbox=[83, 138, 213, 157]
bullet: • bbox=[509, 115, 525, 133]
rpcl-title: ರಾಯಚೂರು ವಿದ್ಯುತ್ ನಿಗಮ ನಿಯಮಿತ bbox=[863, 839, 1476, 878]
advocate-signature: Sd/- Ramanand Kavali Advocate for the Plaintiff bbox=[415, 1877, 529, 1917]
notice-date: ದಿನಾಂಕ : 24.09.2025 bbox=[1377, 924, 1476, 937]
public-notice bbox=[405, 825, 701, 1417]
paragraph: ಲಕ್ಷ್ಮೀ ಹೆಬ್ಬಾಳ್ಕರ್, ಶಿವರಾಜ್ ತಂಗಡಗಿ, ಎನ್.ಚಲುವರಾಯಸ್ವಾಮಿ, ಡಾ.ಎಂ.ಸಿ.ಸುಧಾಕರ್, ಮಧು ಬಂಗಾರಪ್ಪ, ಕೆ.ಜೆ.ಜಾರ್ಜ್, ರಾಮಲಿಂಗಾರೆಡ್ಡಿ, ಬೈರತಿ ಸುರೇಶ್ ಸದಸ್ಯರು. bbox=[404, 387, 745, 434]
city-link[interactable]: ವಿಜಯನಗರ bbox=[859, 141, 921, 158]
paragraph: ಕೆ.ಎಚ್.ಮುನಿಯಪ್ಪ, ಸತೀಶ್ ಜಾರಕಿಹೊಳಿ, ಎಂ.ಬಿ.ಪಾಟೀಲ್, ಎಚ್.ಕೆ.ಪಾಟೀಲ್, ದಿನೇಶ್ ಗುಂಡೂರಾವ್, ಪ್ರಿಯಾಂಕ್ ಖರ್ಗೆ, ಈಶ್ವರ್ ಖಂಡ್ರೆ, ಚಲುವರಾಯಸ್ವಾಮಿ ಅವರು ಸಮಿತಿಯಲ್ಲಿದ್ದಾರೆ. bbox=[404, 334, 745, 381]
bullet: • bbox=[926, 141, 942, 158]
power-icon bbox=[792, 844, 832, 884]
paragraph: ಈ ಸಮೀಕ್ಷೆಯನ್ನು ಜನರು ಹೇಗೆ ಬಳಸಿಕೊಳ್ಳುತ್ತಾರೆ, ಸಂವಿಧಾನಬದ್ಧ ಅವಕಾಶಗಳಿವೆಯೇ ಎಂಬ ಬಗ್ಗೆ ವಕೀಲರು ವಾದ ಮಂಡಿಸಿದರು. ಮುಖ್ಯ ನ್ಯಾಯಮೂರ್ತಿಗಳ ಪೀಠವು ವಿಚಾರಣೆಯನ್ನು ಇಂದಿಗೆ ಮುಂದೂಡಿತು. bbox=[1120, 226, 1484, 273]
shilpa-ad bbox=[763, 1417, 1482, 2401]
notice-body: 1) ಅಭ್ಯರ್ಥಿಗಳು ತಮ್ಮ ವಿದ್ಯಾರ್ಹತೆಗೆ ಸಂಬಂಧಿಸಿದ ಎಲ್ಲಾ ಅಂಕಪಟ್ಟಿಗಳು ಮತ್ತು ತಾಂತ್ರಿಕ ಶಿಕ್ಷಣ ಮಂಡಳಿಯಿಂದ ಪಡೆದ ಉತ್ತೀರ್ಣ ಪ್ರಮಾಣ ಪತ್ರ, ಜಾತಿ ಪ್ರಮಾಣ ಪತ್ರ, ಆಧಾರ್ ಕಾರ್ಡ್ ಪ್ರತಿಗಳೊಂದಿಗೆ ಅರ್ಜಿ ಸಲ್ಲಿಸಬೇಕು. ಅರ್ಜಿ ಸಲ್ಲಿಸಲು ಕೊನೆಯ ದಿನಾಂಕ : 10.10.2025. 2) ಈ ಹಿಂದೆ ಶಿಶಿಕ್ಷು ತರಬೇತಿ ಪಡೆದವರು ಅರ್ಜಿ ಸಲ್ಲಿಸಲು ಅರ್ಹರಿರುವುದಿಲ್ಲ. 3) ಕ್ರಮವಾಗಿ 2022 ಮತ್ತು ನಂತರದಲ್ಲಿ ಬಿಇ/ಡಿಪ್ಲೊಮಾ ಉತ್ತೀರ್ಣರಾದವರು ಮಾತ್ರ ಅರ್ಜಿ ಸಲ್ಲಿಸಬಹುದು. 4) ಅಭ್ಯರ್ಥಿಗಳ ಆಯ್ಕೆಯು ಮೆರಿಟ್ ಆಧಾರದ ಮೇಲೆ ನಡೆಯುವುದು. 5) ಎಸ್‌ಸಿ/ಎಸ್‌ಟಿ ಅಭ್ಯರ್ಥಿಗಳಿಗೆ ಮೀಸಲಾತಿ ನಿಯಮಗಳು ಅನ್ವಯವಾಗುತ್ತವೆ. 6) ಹೆಚ್ಚಿನ ಮಾಹಿತಿಗಾಗಿ ಯರಮರಸ್ ಶಾಖೋತ್ಪನ್ನ ವಿದ್ಯುತ್ ಕೇಂದ್ರದ ಮಾನವ ಸಂಪನ್ಮೂಲ ವಿಭಾಗವನ್ನು ಸಂಪರ್ಕಿಸಬಹುದು. bbox=[769, 1112, 1476, 1166]
citation-death-certificate bbox=[405, 1923, 701, 2401]
cell-favp: 100.00 bbox=[1365, 1727, 1402, 1766]
bullet: • bbox=[651, 141, 666, 158]
table-header: % bbox=[1445, 1648, 1473, 1665]
cell-valid: 54283251 bbox=[1152, 1766, 1231, 1817]
table-header: ಕ್ರ.ಸಂ bbox=[770, 992, 795, 1009]
paragraph: ಕೇಂದ್ರ ಸರ್ಕಾರದ ಪದ್ಮಶ್ರೀ ಹಾಗೂ ಪದ್ಮಭೂಷಣ ಪ್ರಶಸ್ತಿಗಳನ್ನು ಪಡೆದ ಭೈರಪ್ಪ ಅವರಿಗೆ ಕೇಂದ್ರ ಸಾಹಿತ್ಯ ಅಕಾಡೆಮಿ ಪ್ರಶಸ್ತಿ, ಸರಸ್ವತಿ ಸಮ್ಮಾನ್ ಸೇರಿದಂತೆ ಹಲವು ಗೌರವಗಳು ಲಭಿಸಿವೆ. bbox=[31, 759, 390, 789]
company-name: SHILPA MEDICARE LIMITED bbox=[938, 1424, 1381, 1460]
cell-favp: 99.95 bbox=[1365, 1844, 1402, 1884]
notice-title: ಅಧಿಸೂಚನೆ bbox=[769, 944, 865, 968]
paragraph: Given under my hand and the seal of this court the 23rd day of 09 2025. bbox=[415, 1845, 691, 1871]
cell-agp: 0.00 bbox=[1445, 1817, 1473, 1844]
claim: Claim : Suit for Partition and Separate Possession. bbox=[415, 1583, 677, 1595]
resolution-description: To appoint Mr. D.S Rao., Practicing Company Secretary, as Secretarial Auditors of the Company. bbox=[776, 2026, 1029, 2049]
apprentice-table bbox=[769, 992, 1476, 1087]
cell-invalid: 0 bbox=[1231, 1844, 1315, 1884]
column-4 bbox=[1120, 191, 1484, 546]
subheading: ಹಲವು ಪ್ರಶಸ್ತಿಗಳು : bbox=[31, 739, 109, 753]
cell-favp: 100.00 bbox=[1365, 2013, 1402, 2052]
column-divider bbox=[395, 191, 397, 2404]
reference-number: ಸಂಖ್ಯೆ : ವೈಟಿಪಿಎಸ್/ಎಚ್ಆರ್/264 bbox=[769, 924, 902, 937]
cell-agp: 0.67 bbox=[1445, 1962, 1473, 2013]
defendant: Ninge wwa w/o Late Sahadevappa Badiger. ..... Defendants. bbox=[415, 1551, 691, 1577]
cell-ag: 49789 bbox=[1402, 1923, 1445, 1962]
cell-favp: 100.00 bbox=[1365, 1884, 1402, 1923]
public-notice-title: ಸಾರ್ವಜನಿಕರಿಗೆ ನೋಟಿಸ್ bbox=[414, 832, 692, 860]
paragraph: 1561 ಜಾತಿಗಳನ್ನು ಪಟ್ಟಿ ಮಾಡಲಾಗಿದ್ದು, ಈ ಪೈಕಿ ಕೆಲವು ಜಾತಿಗಳ ಹೆಸರುಗಳ ಬಗ್ಗೆ ಆಕ್ಷೇಪಣೆ ವ್ಯಕ್ತವಾಗಿದೆ. ಇದನ್ನು ಪರಿಶೀಲಿಸಿ ಅಗತ್ಯ ತಿದ್ದುಪಡಿ ಮಾಡಲಾಗುವುದು ಎಂದು ಸರ್ಕಾರ ತಿಳಿಸಿದೆ. bbox=[1120, 421, 1484, 468]
paragraph: ವಂಶವೃಕ್ಷ ಕಾದಂಬರಿಗೆ 1966ರಲ್ಲಿ ರಾಜ್ಯ ಸಾಹಿತ್ಯ ಅಕಾಡೆಮಿ, ದಾಟು ಕಾದಂಬರಿಗೆ 1975ರಲ್ಲಿ ಕೇಂದ್ರ ಸಾಹಿತ್ಯ ಅಕಾಡೆಮಿ, 2010ರಲ್ಲಿ ಸರಸ್ವತಿ ಸಮ್ಮಾನ್, 2011ರಲ್ಲಿ ನಾಡೋಜ, 2014ರಲ್ಲಿ ಬೇಸಿಗೆ ಸ್ಮೃತಿ ಪುರಸ್ಕಾರ ಲಭಿಸಿದೆ. bbox=[31, 795, 390, 842]
paragraph: ಕನ್ನಡದ ಖ್ಯಾತ ಬರಹಗಾರ ಡಾ. ಎಸ್ ಎಲ್ ಭೈರಪ್ಪ ಅವರ ಅಂತಿಮ ದರ್ಶನಕ್ಕೆ, ಬೆಂಗಳೂರಿನ ರವೀಂದ್ರ ಕಲಾಕ್ಷೇತ್ರದ ಆವರಣದಲ್ಲಿ ಗುರುವಾರ ಬೆಳಿಗ್ಗೆ 8.00 ಗಂಟೆಯಿಂದ ಮಧ್ಯಾಹ್ನ 1.00 ಗಂಟೆಯವರೆಗೆ ಅವಕಾಶ ಕಲ್ಪಿಸಲಾಗಿದೆ. ಸಾರ್ವಜನಿಕರು ಪೂರ್ಣ ಗೌರವ ಸಲ್ಲಿಸಲು ಅವಕಾಶ ನೀಡಲಾಗಿದೆ. bbox=[31, 468, 390, 531]
results-footer: The Chairman based on the report of the Scrutinizer, declared the above results stating that Resolution Nos. 1 to 10 as set out in the Notice dated 13 August, 2025 have been approved by the Shareholders by requisite majority. bbox=[772, 2085, 1473, 2110]
paragraph: ಈ ಆಸ್ತಿಯ ಬಗ್ಗೆ ಯಾರಿಗಾದರೂ ಯಾವುದೇ ರೀತಿಯ ತಕರಾರುಗಳಿದ್ದಲ್ಲಿ ಈ ಪ್ರಕಟಣೆ ಹೊರಡಿಸಿದ 7 ದಿನಗಳೊಳಗಾಗಿ ದಾಖಲೆಗಳ ಸಮೇತ ಕೆಳಕಂಡ ವಿಳಾಸಕ್ಕೆ ಸಂಪರ್ಕಿಸಬಹುದು. ಅವಧಿ ಮೀರಿ ಬಂದ ತಕರಾರುಗಳನ್ನು ಪರಿಗಣಿಸಲಾಗುವುದಿಲ್ಲ. bbox=[414, 932, 692, 976]
bullet: • bbox=[789, 141, 805, 158]
paragraph: ಸರ್ಕಾರದ ಪರ ಅಡ್ವೊಕೇಟ್ ಜನರಲ್, ಇದು ಸಾಮಾಜಿಕ ಮತ್ತು ಶೈಕ್ಷಣಿಕ ಸಮೀಕ್ಷೆಯಾಗಿದ್ದು ಜನಗಣತಿಯಲ್ಲ. ಹಿಂದುಳಿದ ವರ್ಗಗಳ ಆಯೋಗ ಕಾಯ್ದೆ ಅಡಿ ಸಮೀಕ್ಷೆ ನಡೆಸಲು ಅವಕಾಶವಿದೆ ಎಂದರು. bbox=[1120, 315, 1484, 362]
owner-signature: ಸಹಿ/- ರಾಜೇಂದ್ರಕುಮಾರ ತಾಯಿ ತಂದೆ ವಿಶ್ವನಾಥ ಪಾಟೀಲ್ ಮೊ : 9448140317 bbox=[585, 1041, 692, 1097]
table-header: Total Valid Votes bbox=[1152, 1620, 1231, 1665]
cell-valid: 54283251 bbox=[1152, 2013, 1231, 2052]
results-intro: Pursuant to the provisions of Section 108 of the Companies Act, 2013 read with Companies (Management and Administration) Rules, 2014 and in compliance with SEBI (LODR) Regulations, 2015, the Company has conducted the process of electronic voting (E-voting) on all the Ten Resolutions stated in the Notice Dated 13 August, 2025 convening the 38th Annual General Meeting on Tuesday, 23 September 2025. The Company had offered e-voting facility through M/s. KFin Technologies Limited to all the Members of the Company as on the Record Date of 17 September 2025 to cast their vote electronically during the e-voting period from 19 September 2025 to 22 September 2025 along with Insta poll facility at the meeting. Mr. Santosh Kumar Guvemoni, partner of M/s VCAN & Associates, Practicing Company Secretaries had been appointed as Scrutinizer and the e-voting results as per the report dated 23 September 2025 are as follows: bbox=[772, 1523, 1473, 1613]
company-address: #12-6-214/A1 Hyderabad Road, Raichur-584135, Karnataka, India, CIN No: L85110KA1987PLC008739 bbox=[903, 1460, 1416, 1472]
paragraph: ಆದರೆ, ಅವರ ಮಾಲ ಟೆಕ್ಕೆ ದಕ್ಷಿಣ ಕನ್ನಡದ ಪೊಲೀಸರು ಅಥವಾ ನ್ಯಾಯಾಲಯ ನೋಟೀಸ್ ಜಾರಿ ಮಾಡಿದ್ದಾಗ ಜೆಕ್ಟಿಯನ್ನು ಪ್ರತಿಶಿಸಲು ಅವಕಾಶ ನೀಡಬಾರದು. bbox=[31, 268, 390, 298]
resolution-description: Re-appointment of Dr. Anita Bandyopadhyay (DIN: 08672071), as a Women Independent Director of the Company bbox=[776, 1897, 1057, 1920]
paragraph: ಜಯಂತಿಗಳನ್ನು ಮತ್ತು ಪುಣ್ಯತಿಥಿಗಳನ್ನು ಈ ಸಮುದಾಯಗಳಿಗೆ ಮೀಸಲಾತಿಯನ್ನು ಶೇ.30 ರಿಂದ ಶೇ.50ಕ್ಕೆ ಹೆಚ್ಚಿಸುವುದು, ಶಿಕ್ಷಣ ಸಂಸ್ಥೆಗಳಲ್ಲಿ ಮತ್ತು ಸರ್ಕಾರಿ ಉದ್ಯೋಗಗಳಲ್ಲಿ ಪ್ರಾತಿನಿಧ್ಯ ನೀಡುವ ಸಂಕಲ್ಪ ಮಾಡಲಾಯಿತು. bbox=[760, 226, 1107, 273]
cities-row-2 bbox=[509, 137, 1056, 162]
table-header: % bbox=[1365, 1648, 1402, 1665]
table-header: ಅವಧಿ bbox=[888, 992, 921, 1009]
cell-invalid: 0 bbox=[1231, 1727, 1315, 1766]
resolution-description: To receive, consider and adopt the Audited Standalone and Consolidated Financial Statements of the Company for the financial year ended 31 March 2025, together with the report of Board of Directors and Auditors thereon. bbox=[776, 1678, 1045, 1723]
table-row bbox=[772, 1727, 1473, 1766]
table-row bbox=[772, 2013, 1473, 2052]
paragraph: Given under my hand and seal of this court on this 22nd day of Sept-2025 at Shorapur. bbox=[415, 2343, 691, 2370]
paragraph: ಜಮೀರ್ ಅಹಮ್ಮದ್ ಖಾನ್, ಎನ್.ಎಸ್.ಬೋಸರಾಜು, ಶರಣಪ್ರಕಾಶ್ ಪಾಟೀಲ್, ಕೃಷ್ಣ ಬೈರೇಗೌಡ, ಮಂಕಾಳ ವೈದ್ಯ, ಶರಣಬಸಪ್ಪ ದರ್ಶನಾಪುರ, ಕೆ.ವೆಂಕಟೇಶ್, ಆರ್.ಬಿ.ತಿಮ್ಮಾಪುರ್, ಡಿ.ಸುಧಾಕರ್, ಎಸ್.ಎಸ್.ಮಲ್ಲಿಕಾರ್ಜುನ್, ಸಂತೋಷ್ ಲಾಡ್ ಅವರು ಸಮಿತಿಯ ಸದಸ್ಯರಾಗಿ ಸೇರ್ಪಡೆಯಾಗಿದ್ದಾರೆ. bbox=[404, 440, 745, 503]
voting-results-table bbox=[772, 1620, 1473, 2080]
cell-ag: 600576 bbox=[1402, 2052, 1445, 2080]
table-row bbox=[772, 1923, 1473, 1962]
cell-agp: 0.09 bbox=[1445, 1923, 1473, 1962]
facebook-link[interactable]: facebook.com/Suddi Moola bbox=[1033, 116, 1225, 133]
respondents: Respondents : 1. The Tahasildar, Office of Tahasil, Hunasagi. 2. All Concerned. bbox=[415, 2106, 691, 2132]
to: To, bbox=[415, 1600, 430, 1612]
bullet: • bbox=[720, 141, 736, 158]
cell-fav: 54282743 bbox=[1315, 2013, 1366, 2052]
table-row bbox=[772, 1665, 1473, 1727]
resolution-title: Ordinary Resolution No.2 bbox=[776, 1729, 892, 1740]
table-header: Voted Against bbox=[1402, 1620, 1473, 1648]
resolution-title: Ordinary Resolution No.3 bbox=[776, 1768, 892, 1779]
